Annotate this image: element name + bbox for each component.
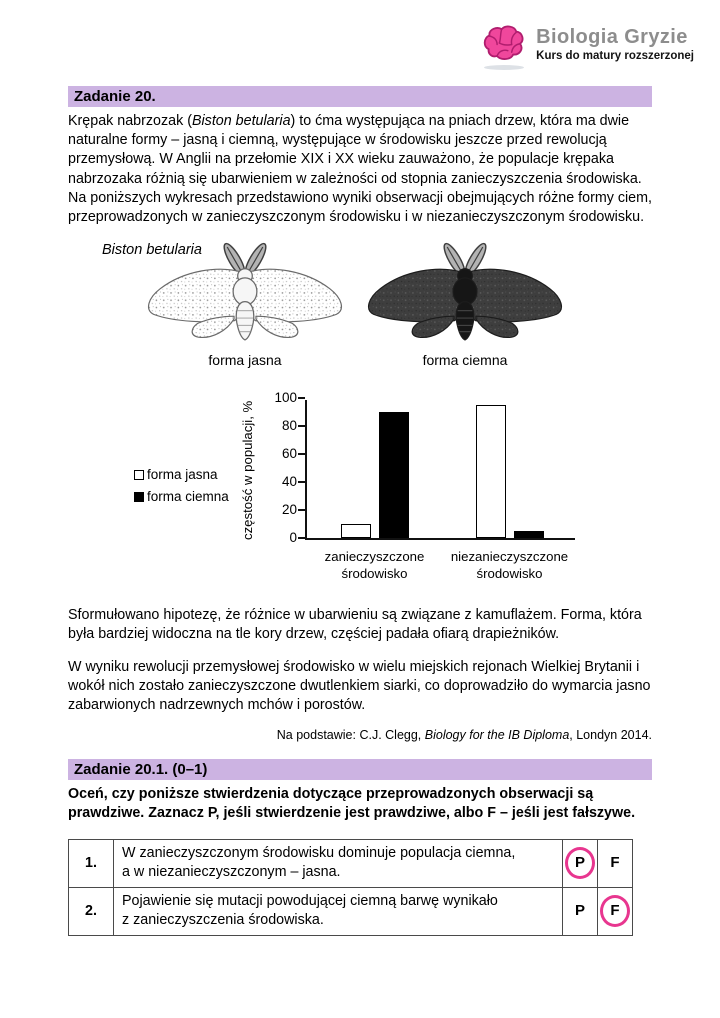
statement-line: W zanieczyszczonym środowisku dominuje populacja ciemna, — [122, 844, 516, 861]
option-p: P — [568, 851, 592, 875]
legend-item — [134, 489, 229, 504]
y-tick-label: 20 — [281, 502, 297, 518]
y-tick-label: 60 — [281, 446, 297, 462]
logo-text — [536, 18, 694, 63]
brain-icon — [480, 18, 528, 70]
intro-text-post: ) to ćma występująca na pniach drzew, która ma dwie naturalne formy – jasną i ciemną, występujące w środowisku jeszcze przed rewolucją przemysłową. W Anglii na przełomie XIX i XX wieku zauważono, że populacje krępaka nabrzozaka różnią się ubarwieniem w zależności od stopnia zanieczyszczenia środowiska. Na poniższych wykresach przedstawiono wyniki obserwacji obejmujących różne formy ciem, przeprowadzonych w zanieczyszczonym środowisku i w niezanieczyszczonym środowisku. — [68, 113, 653, 226]
source-text-pre: Na podstawie: C.J. Clegg, — [276, 728, 425, 743]
statement-line: Pojawienie się mutacji powodującej ciemną barwę wynikało — [122, 892, 498, 909]
table-row — [69, 887, 633, 935]
task-20-1-instruction: Oceń, czy poniższe stwierdzenia dotyczące przeprowadzonych obserwacji są prawdziwe. Zaznacz P, jeśli stwierdzenie jest prawdziwe, albo F – jeśli jest fałszywe. — [68, 786, 636, 822]
option-p: P — [574, 902, 585, 920]
y-tick-mark — [298, 509, 305, 511]
bar-forma-jasna-2 — [476, 405, 506, 538]
option-f-cell — [598, 887, 633, 935]
bar-forma-ciemna-1 — [379, 412, 409, 538]
y-tick-mark — [298, 425, 305, 427]
option-f-cell — [598, 839, 633, 887]
logo — [480, 18, 694, 76]
y-tick-mark — [298, 453, 305, 455]
legend-label: forma jasna — [147, 467, 218, 483]
header — [68, 18, 694, 76]
dark-moth-figure — [360, 239, 570, 368]
light-moth-figure — [140, 239, 350, 368]
bar-chart — [68, 390, 652, 593]
y-tick-mark — [298, 397, 305, 399]
y-tick-mark — [298, 537, 305, 539]
y-axis-label: częstość w populacji, % — [240, 400, 255, 540]
species-label: Biston betularia — [102, 242, 202, 259]
bar-forma-jasna-1 — [341, 524, 371, 538]
task-20-intro-paragraph — [68, 112, 652, 227]
option-p-cell — [563, 839, 598, 887]
bar-forma-ciemna-2 — [514, 531, 544, 538]
row-number: 2. — [69, 887, 114, 935]
option-f: F — [610, 854, 620, 872]
y-tick-label: 80 — [281, 418, 297, 434]
statement-line: a w niezanieczyszczonym – jasna. — [122, 864, 341, 881]
legend-label: forma ciemna — [147, 489, 229, 505]
species-name-italic: Biston betularia — [191, 113, 291, 129]
statement-line: z zanieczyszczenia środowiska. — [122, 912, 324, 929]
y-tick-label: 40 — [281, 474, 297, 490]
task-20-1-heading: Zadanie 20.1. (0–1) — [68, 759, 652, 780]
brand-title: Biologia Gryzie — [536, 26, 688, 48]
task-20-section — [68, 86, 652, 743]
task-20-1-section — [68, 759, 652, 935]
x-category-label: zanieczyszczone środowisko — [324, 549, 425, 582]
statements-table — [68, 839, 633, 936]
legend-swatch-icon — [134, 470, 144, 480]
statement-cell — [114, 839, 563, 887]
option-f: F — [603, 899, 627, 923]
source-book-title: Biology for the IB Diploma — [424, 728, 570, 743]
moth-figures — [68, 239, 652, 379]
source-line — [68, 727, 652, 743]
brain-shadow — [484, 65, 524, 70]
light-moth-image — [140, 239, 350, 350]
revolution-paragraph: W wyniku rewolucji przemysłowej środowisko w wielu miejskich rejonach Wielkiej Brytanii i wokół nich zostało zanieczyszczone dwutlenkiem siarki, co doprowadziło do wymarcia jasno zabarwionych nadrzewnych mchów i porostów. — [68, 658, 651, 714]
y-tick-mark — [298, 481, 305, 483]
source-text-post: , Londyn 2014. — [569, 728, 652, 743]
x-category-label: niezanieczyszczone środowisko — [450, 549, 569, 582]
dark-moth-caption: forma ciemna — [422, 352, 508, 369]
brand-subtitle: Kurs do matury rozszerzonej — [536, 50, 694, 62]
legend-swatch-icon — [134, 492, 144, 502]
task-20-heading: Zadanie 20. — [68, 86, 652, 107]
legend-item — [134, 467, 229, 482]
dark-moth-image — [360, 239, 570, 350]
brain-logo-svg — [481, 22, 527, 64]
intro-text-pre: Krępak nabrzozak ( — [68, 113, 192, 129]
chart-plot — [274, 390, 575, 582]
table-row — [69, 839, 633, 887]
hypothesis-paragraph: Sformułowano hipotezę, że różnice w ubarwieniu są związane z kamuflażem. Forma, która była bardziej widoczna na tle kory drzew, częściej padała ofiarą drapieżników. — [68, 607, 642, 643]
y-tick-label: 0 — [289, 530, 297, 546]
statement-cell — [114, 887, 563, 935]
chart-legend — [134, 467, 229, 504]
light-moth-caption: forma jasna — [208, 352, 282, 369]
y-tick-label: 100 — [274, 390, 297, 406]
option-p-cell — [563, 887, 598, 935]
row-number: 1. — [69, 839, 114, 887]
